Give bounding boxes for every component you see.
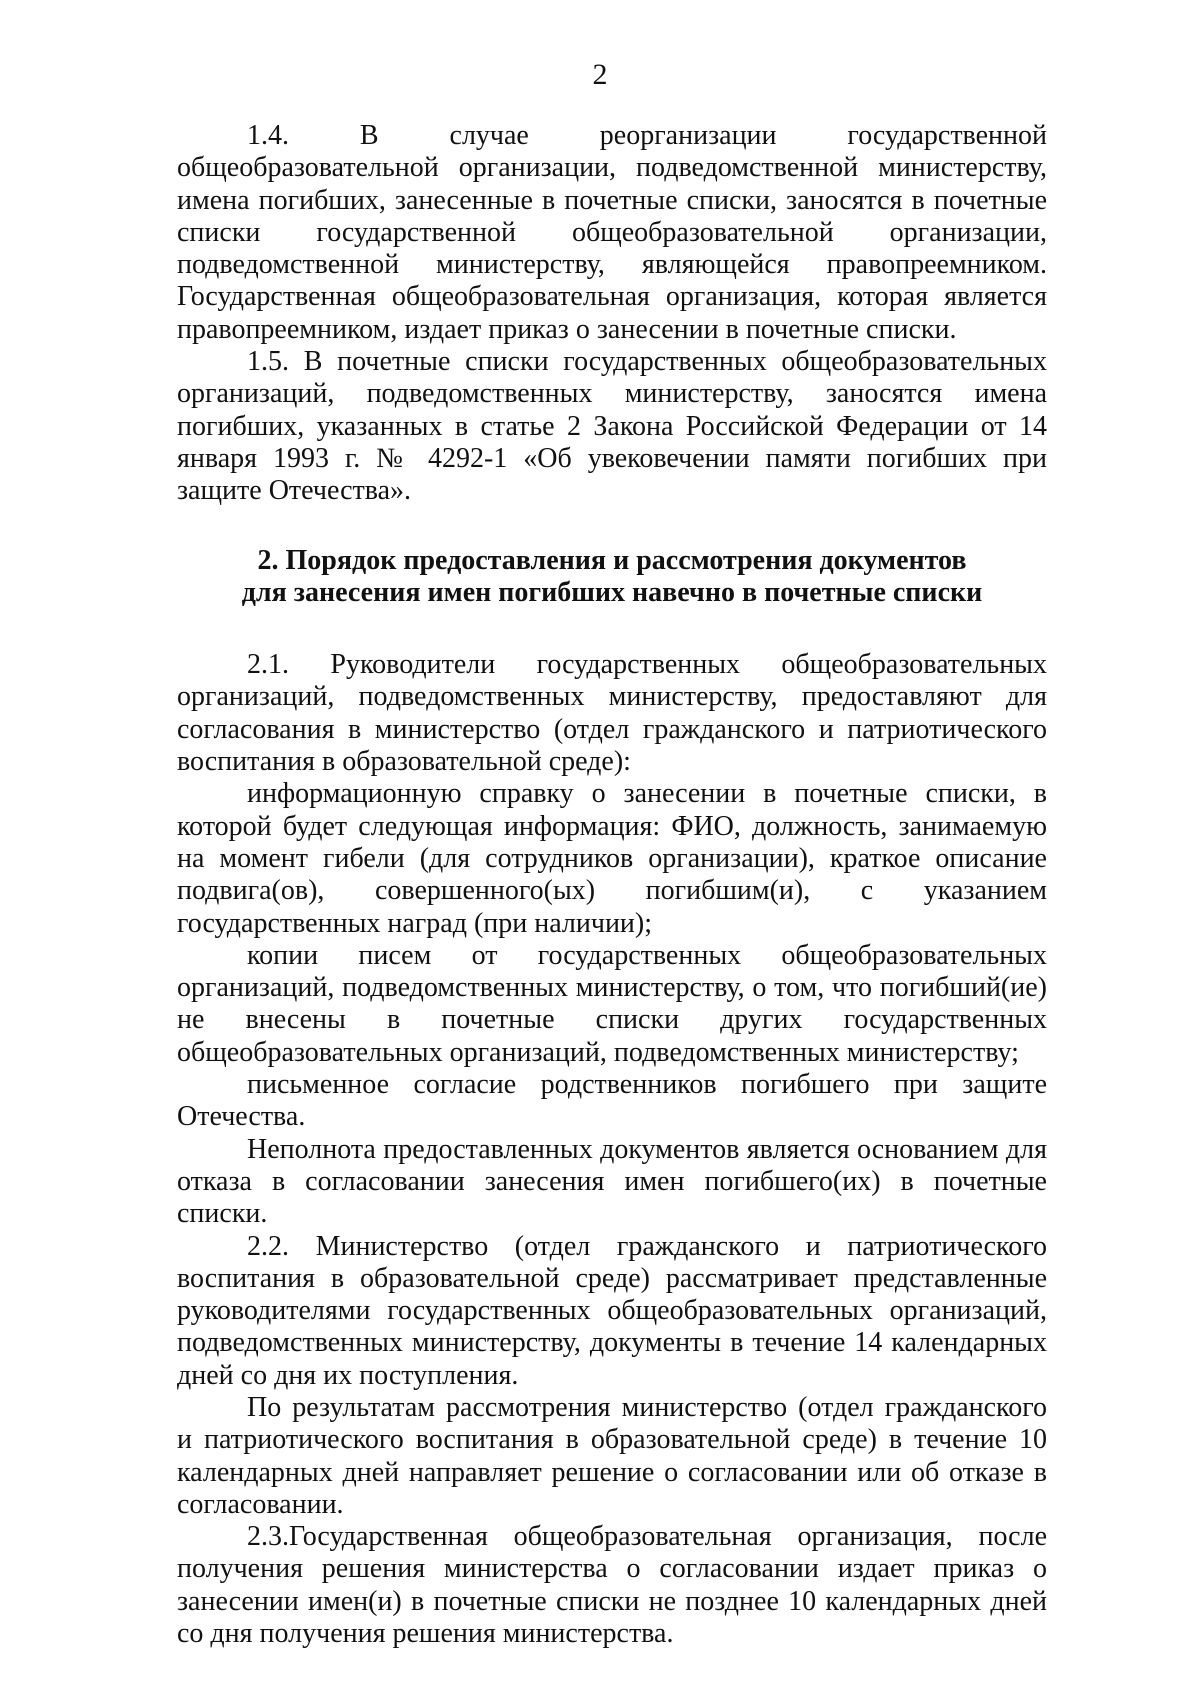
section-heading-line-1: 2. Порядок предоставления и рассмотрения документов bbox=[257, 544, 967, 576]
paragraph-2-1: 2.1. Руководители государственных общеобразовательных организаций, подведомственных министерству, предоставляют для согласования в министерство (отдел гражданского и патриотического воспитания в образовательной среде): bbox=[177, 649, 1047, 778]
paragraph-letter-copies: копии писем от государственных общеобразовательных организаций, подведомственных министерству, о том, что погибший(ие) не внесены в почетные списки других государственных общеобразовательных организаций, подведомственных министерству; bbox=[177, 939, 1047, 1068]
paragraph-info-reference: информационную справку о занесении в почетные списки, в которой будет следующая информация: ФИО, должность, занимаемую на момент гибели (для сотрудников организации), краткое описание подвига(ов), совершенного(ых) погибшим(и), с указанием государственных наград (при наличии); bbox=[177, 778, 1047, 939]
paragraph-1-4: 1.4. В случае реорганизации государственной общеобразовательной организации, подведомственной министерству, имена погибших, занесенные в почетные списки, заносятся в почетные списки государственной общеобразовательной организации, подведомственной министерству, являющейся правопреемником. Государственная общеобразовательная организация, которая является правопреемником, издает приказ о занесении в почетные списки. bbox=[177, 120, 1047, 345]
section-heading-line-2: для занесения имен погибших навечно в почетные списки bbox=[241, 576, 983, 608]
paragraph-relatives-consent: письменное согласие родственников погибшего при защите Отечества. bbox=[177, 1069, 1047, 1133]
paragraph-review-results: По результатам рассмотрения министерство (отдел гражданского и патриотического воспитания в образовательной среде) в течение 10 календарных дней направляет решение о согласовании или об отказе в согласовании. bbox=[177, 1391, 1047, 1520]
section-heading bbox=[177, 545, 1047, 610]
paragraph-2-3: 2.3.Государственная общеобразовательная организация, после получения решения министерства о согласовании издает приказ о занесении имен(и) в почетные списки не позднее 10 календарных дней со дня получения решения министерства. bbox=[177, 1521, 1047, 1650]
paragraph-2-2: 2.2. Министерство (отдел гражданского и патриотического воспитания в образовательной среде) рассматривает представленные руководителями государственных общеобразовательных организаций, подведомственных министерству, документы в течение 14 календарных дней со дня их поступления. bbox=[177, 1230, 1047, 1391]
paragraph-incomplete-documents: Неполнота предоставленных документов является основанием для отказа в согласовании занесения имен погибшего(их) в почетные списки. bbox=[177, 1133, 1047, 1230]
paragraph-1-5: 1.5. В почетные списки государственных общеобразовательных организаций, подведомственных министерству, заносятся имена погибших, указанных в статье 2 Закона Российской Федерации от 14 января 1993 г. № 4292-1 «Об увековечении памяти погибших при защите Отечества». bbox=[177, 346, 1047, 507]
page-number: 2 bbox=[592, 58, 608, 91]
document-body bbox=[177, 120, 1047, 1650]
